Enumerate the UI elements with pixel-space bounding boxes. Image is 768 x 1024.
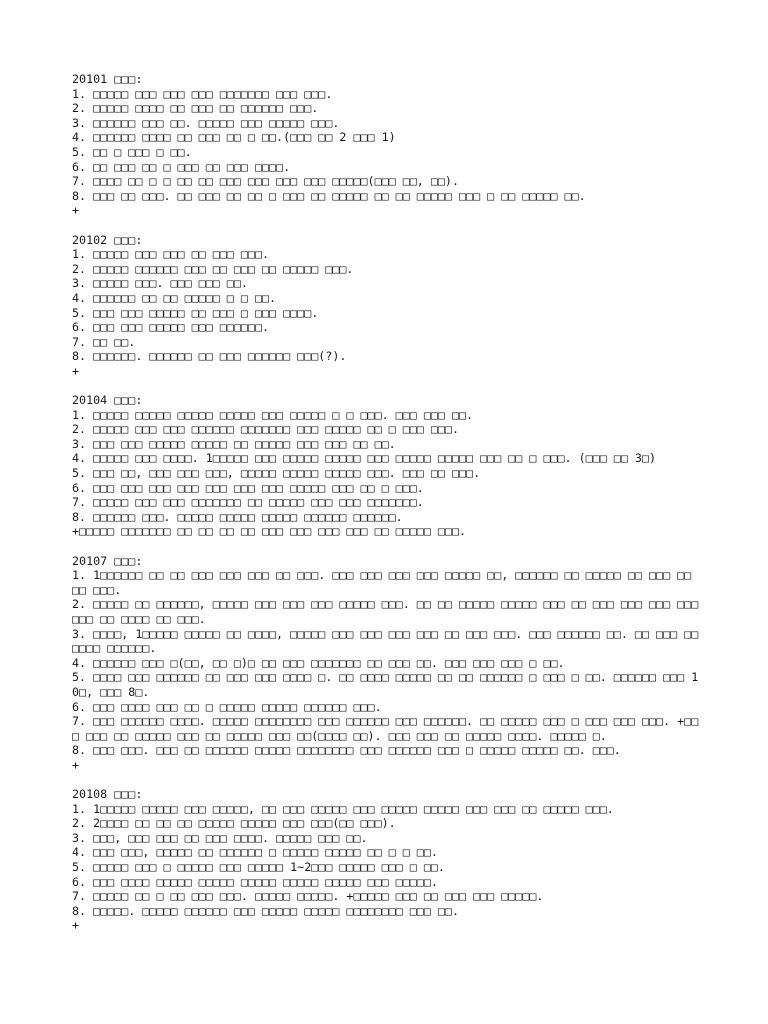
entry-line: 2. □□□□□ □□ □□□□□□, □□□□□ □□□ □□□ □□□ □□□□□ □□□. □□ □□ □□□□□ □□□□□ □□□ □□ □□□ □□□ □□□ □□□ □□□ □□ □□□□ □□ □□□. — [72, 597, 706, 626]
entry-line: 5. □□□□□ □□□ □ □□□□□ □□□ □□□□□ 1~2□□□ □□□□□ □□□ □ □□. — [72, 860, 445, 875]
entry-line: 3. □□□□□□ □□□ □□. □□□□□ □□□ □□□□□ □□□. — [72, 115, 340, 130]
entry-header: 20102 □□□: — [72, 232, 143, 247]
entry-line: 8. □□□□□□. □□□□□□ □□ □□□ □□□□□□ □□□(?). — [72, 349, 347, 364]
entry-line: 5. □□□ □□, □□□ □□□ □□□, □□□□□ □□□□□ □□□□□ □□□. □□□ □□ □□□. — [72, 466, 481, 481]
entry-line: 4. □□□□□□ □□ □□ □□□□□ □ □ □□. — [72, 290, 277, 305]
document-body — [72, 72, 706, 948]
entry-line: 8. □□□ □□ □□□. □□ □□□ □□ □□ □ □□□ □□ □□□□□ □□ □□ □□□□□ □□□ □ □□ □□□□□ □□. — [72, 188, 586, 203]
entry-line: 8. □□□ □□□. □□□ □□ □□□□□□ □□□□□ □□□□□□□□ □□□ □□□□□□ □□□ □ □□□□□ □□□□□ □□. □□□. — [72, 743, 621, 758]
entry-line: 6. □□ □□□ □□ □ □□□ □□ □□□ □□□□. — [72, 159, 291, 174]
entry-line: 2. □□□□□ □□□□ □□ □□□ □□ □□□□□□ □□□. — [72, 101, 319, 116]
entry-line: 1. □□□□□ □□□□□ □□□□□ □□□□□ □□□ □□□□□ □ □ □□□. □□□ □□□ □□. — [72, 407, 474, 422]
entry-block — [72, 393, 702, 539]
entry-line: 3. □□□ □□□ □□□□□ □□□□□ □□ □□□□□ □□□ □□□ □□ □□. — [72, 436, 396, 451]
entry-line: 4. □□□ □□□, □□□□□ □□ □□□□□□ □ □□□□□ □□□□□ □□ □ □ □□. — [72, 845, 438, 860]
entry-line: 5. □□□□ □□□ □□□□□□ □□ □□□ □□□ □□□□ □. □□ □□□□ □□□□□ □□ □□ □□□□□□ □ □□□ □ □□. □□□□□□ □□□ 10□, □□□ 8□. — [72, 670, 699, 699]
entry-line: 3. □□□, □□□ □□□ □□ □□□ □□□□. □□□□□ □□□ □□. — [72, 830, 368, 845]
entry-line: 6. □□□ □□□ □□□ □□□ □□□ □□□ □□□ □□□□□ □□□ □□ □ □□□. — [72, 480, 424, 495]
entry-line: 6. □□□ □□□□ □□□ □□ □ □□□□□ □□□□□ □□□□□□ □□□. — [72, 699, 382, 714]
entry-line: 7. □□□□□ □□□ □□□ □□□□□□□ □□ □□□□□ □□□ □□□ □□□□□□□. — [72, 495, 424, 510]
entry-header: 20104 □□□: — [72, 393, 143, 408]
entry-block — [72, 233, 702, 379]
entry-line: + — [72, 918, 80, 933]
entry-line: 2. 2□□□□ □□ □□ □□ □□□□□ □□□□□ □□□ □□□(□□ □□□). — [72, 816, 396, 831]
entry-line: 8. □□□□□□ □□□. □□□□□ □□□□□ □□□□□ □□□□□□ □□□□□□. — [72, 509, 403, 524]
entry-block — [72, 787, 702, 933]
entry-block — [72, 553, 706, 773]
entry-header: 20108 □□□: — [72, 787, 143, 802]
entry-line: 3. □□□□, 1□□□□□ □□□□□ □□ □□□□, □□□□□ □□□ □□□ □□□ □□□ □□ □□□ □□□. □□□ □□□□□□ □□. □□ □□□ □□□□□□ □□□□□□. — [72, 626, 699, 656]
entry-line: 2. □□□□□ □□□ □□□ □□□□□□ □□□□□□□ □□□ □□□□□ □□ □ □□□ □□□. — [72, 422, 460, 437]
entry-line: 7. □□□□□ □□ □ □□ □□□ □□□. □□□□□ □□□□□. +□□□□□ □□□ □□ □□□ □□□ □□□□□. — [72, 889, 544, 904]
entry-line: + — [72, 363, 80, 378]
entry-line: 4. □□□□□□ □□□□ □□ □□□ □□ □ □□.(□□□ □□ 2 □□□ 1) — [72, 130, 396, 145]
entry-line: 8. □□□□□. □□□□□ □□□□□□ □□□ □□□□□ □□□□□ □□□□□□□□ □□□ □□. — [72, 903, 460, 918]
entry-line: 4. □□□□□□ □□□ □(□□, □□ □)□ □□ □□□ □□□□□□□ □□ □□□ □□. □□□ □□□ □□□ □ □□. — [72, 655, 565, 670]
entry-line: 1. □□□□□ □□□ □□□ □□□ □□□□□□□ □□□ □□□. — [72, 86, 333, 101]
entry-line: 7. □□□ □□□□□□ □□□□. □□□□□ □□□□□□□□ □□□ □□□□□□ □□□ □□□□□□. □□ □□□□□ □□□ □ □□□ □□□ □□□. +□□ □ □□□ □□ □□□□□ □□□ □□ □□□□□ □□□ □□(□□□□ □□). □□□ □□□ □□ □□□□□ □□□□. □□□□□ □. — [72, 714, 706, 743]
entry-line: 5. □□□ □□□ □□□□□ □□ □□□ □ □□□ □□□□. — [72, 305, 319, 320]
entry-line: 6. □□□ □□□□ □□□□□ □□□□□ □□□□□ □□□□□ □□□□□ □□□ □□□□□. — [72, 874, 438, 889]
entry-line: 6. □□□ □□□ □□□□□ □□□ □□□□□□. — [72, 320, 270, 335]
entry-line: + — [72, 757, 80, 772]
entry-line: 2. □□□□□ □□□□□□ □□□ □□ □□□ □□ □□□□□ □□□. — [72, 261, 354, 276]
entry-line: 7. □□□□ □□ □ □ □□ □□ □□□ □□□ □□□ □□□ □□□□□(□□□ □□, □□). — [72, 174, 460, 189]
entry-block — [72, 72, 702, 218]
entry-header: 20107 □□□: — [72, 553, 143, 568]
entry-line: 3. □□□□□ □□□. □□□ □□□ □□. — [72, 276, 248, 291]
entry-line: 1. 1□□□□□□ □□ □□ □□□ □□□ □□□ □□ □□□. □□□ □□□ □□□ □□□ □□□□□ □□, □□□□□□ □□ □□□□□ □□ □□□ □□ □□ □□□. — [72, 568, 699, 597]
entry-line: 1. □□□□□ □□□ □□□ □□ □□□ □□□. — [72, 247, 270, 262]
entry-header: 20101 □□□: — [72, 72, 143, 86]
entry-line: 5. □□ □ □□□ □ □□. — [72, 144, 192, 159]
entry-line: + — [72, 203, 80, 218]
entry-line: +□□□□□ □□□□□□□ □□ □□ □□ □□ □□□ □□□ □□□ □□□ □□ □□□□□ □□□. — [72, 524, 467, 539]
entry-line: 7. □□ □□. — [72, 334, 136, 349]
entry-line: 4. □□□□□ □□□ □□□□. 1□□□□□ □□□ □□□□□ □□□□□ □□□ □□□□□ □□□□□ □□□ □□ □ □□□. (□□□ □□ 3□) — [72, 451, 657, 466]
entry-line: 1. 1□□□□□ □□□□□ □□□ □□□□□, □□ □□□ □□□□□ □□□ □□□□□ □□□□□ □□□ □□□ □□ □□□□□ □□□. — [72, 801, 614, 816]
